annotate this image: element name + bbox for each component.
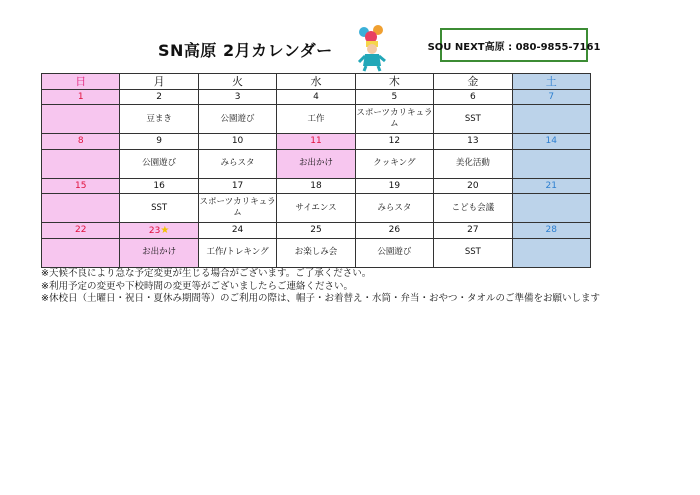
event-cell [42,149,120,178]
week-2-dates [42,134,591,149]
date-cell: 8 [42,134,120,149]
date-cell: 25 [277,223,355,238]
date-cell: 5 [355,90,433,105]
date-cell: 24 [198,223,276,238]
event-cell: サイエンス [277,194,355,223]
date-number: 23 [148,225,161,236]
date-cell: 9 [120,134,198,149]
date-cell: 2 [120,90,198,105]
holiday-date-cell: 11 [277,134,355,149]
event-cell: クッキング [355,149,433,178]
event-cell: 公園遊び [120,149,198,178]
event-cell: 工作/トレキング [198,238,276,267]
event-cell: みらスタ [198,149,276,178]
event-cell: 工作 [277,105,355,134]
event-cell: 公園遊び [198,105,276,134]
date-cell: 28 [512,223,590,238]
date-cell: 22 [42,223,120,238]
week-1-events [42,105,591,134]
event-cell: 公園遊び [355,238,433,267]
date-cell: 14 [512,134,590,149]
date-cell: 4 [277,90,355,105]
week-1-dates [42,90,591,105]
star-icon: ★ [160,224,170,236]
event-cell [42,105,120,134]
event-cell [512,149,590,178]
date-cell: 10 [198,134,276,149]
date-cell: 16 [120,178,198,193]
date-cell: 12 [355,134,433,149]
date-cell: 27 [434,223,512,238]
event-cell [512,194,590,223]
date-cell: 7 [512,90,590,105]
date-cell: 6 [434,90,512,105]
date-cell: 15 [42,178,120,193]
event-cell: みらスタ [355,194,433,223]
calendar-grid [41,73,591,268]
event-cell: SST [120,194,198,223]
weekday-tue: 火 [198,74,276,90]
weekday-wed: 水 [277,74,355,90]
weekday-thu: 木 [355,74,433,90]
week-4-dates [42,223,591,238]
event-cell [42,238,120,267]
weekday-mon: 月 [120,74,198,90]
date-cell: 26 [355,223,433,238]
date-cell: 19 [355,178,433,193]
week-3-dates [42,178,591,193]
event-cell [512,105,590,134]
weekday-sat: 土 [512,74,590,90]
event-cell: スポーツカリキュラム [355,105,433,134]
date-cell: 13 [434,134,512,149]
event-cell [512,238,590,267]
event-cell: こども会議 [434,194,512,223]
event-cell: 豆まき [120,105,198,134]
note-line: ※休校日（土曜日・祝日・夏休み期間等）のご利用の際は、帽子・お着替え・水筒・弁当・おやつ・タオルのご準備をお願いします [41,293,600,304]
date-cell: 21 [512,178,590,193]
note-line: ※利用予定の変更や下校時間の変更等がございましたらご連絡ください。 [41,280,353,292]
week-3-events [42,194,591,223]
date-cell: 3 [198,90,276,105]
weekday-header-row [42,74,591,90]
note-line: ※天候不良により急な予定変更が生じる場合がございます。ご了承ください。 [41,268,372,279]
event-cell: SST [434,238,512,267]
calendar-title: SN高原 2月カレンダー [158,41,333,60]
holiday-event-cell: お出かけ [277,149,355,178]
mascot-illustration [352,24,392,72]
event-cell [42,194,120,223]
holiday-date-cell [120,223,198,238]
week-4-events [42,238,591,267]
event-cell: 美化活動 [434,149,512,178]
date-cell: 20 [434,178,512,193]
event-cell: お楽しみ会 [277,238,355,267]
event-cell: スポーツカリキュラム [198,194,276,223]
week-2-events [42,149,591,178]
notes-section [41,268,600,306]
event-cell: SST [434,105,512,134]
weekday-sun: 日 [42,74,120,90]
date-cell: 17 [198,178,276,193]
weekday-fri: 金 [434,74,512,90]
contact-box: SOU NEXT高原 : 080-9855-7161 [440,28,588,62]
date-cell: 1 [42,90,120,105]
holiday-event-cell: お出かけ [120,238,198,267]
date-cell: 18 [277,178,355,193]
